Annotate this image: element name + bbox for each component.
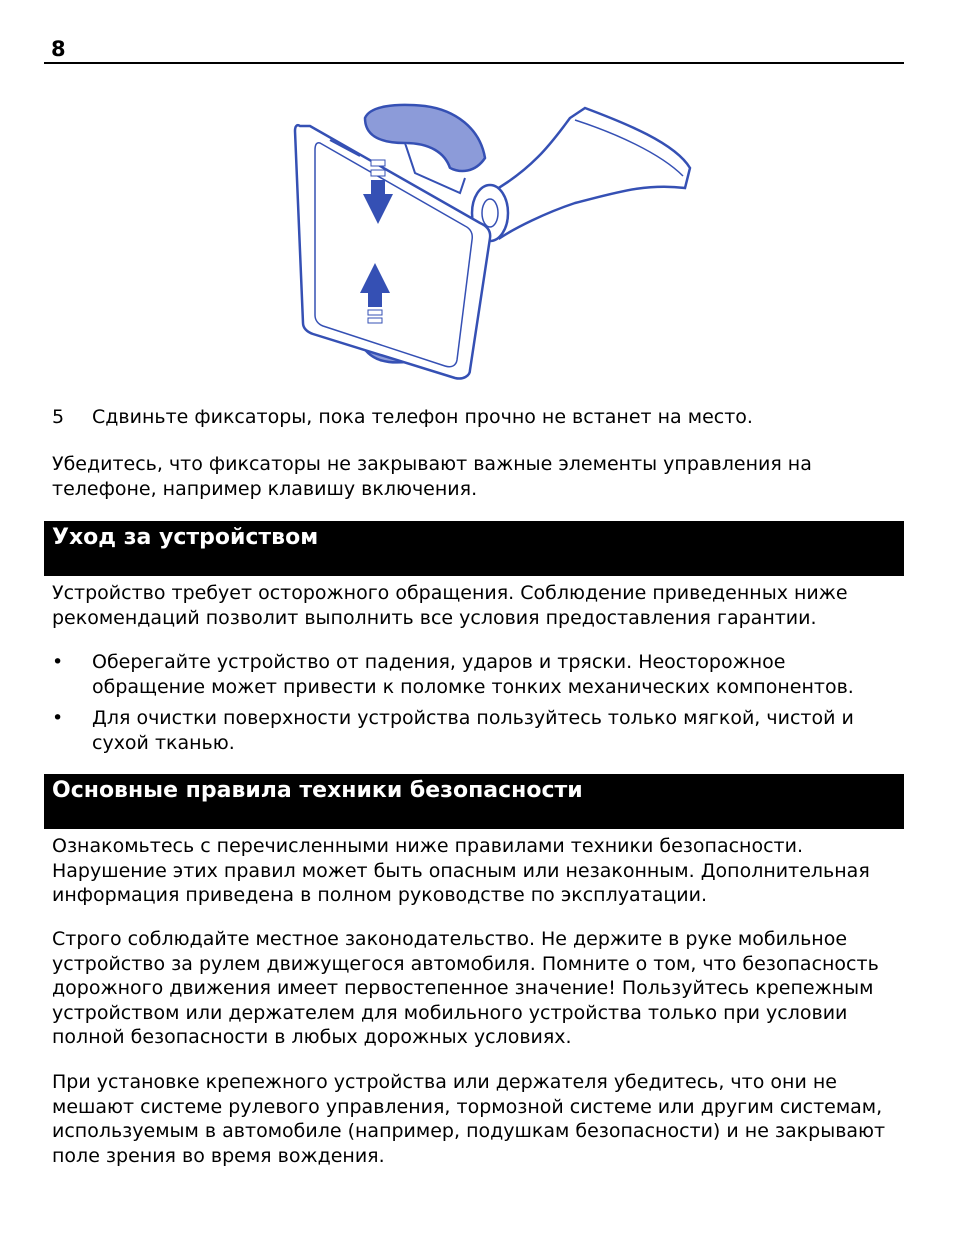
- phone-holder-illustration-icon: [285, 98, 700, 383]
- section-title-safety: Основные правила техники безопасности: [52, 778, 583, 803]
- bullet-icon: •: [52, 651, 64, 673]
- safety-paragraph: Строго соблюдайте местное законодательство. Не держите в руке мобильное устройство за рулем движущегося автомобиля. Помните о том, что безопасность дорожного движения имеет первостепенное значение! Пользуйтесь крепежным устройством или держателем для мобильного устройства только при условии полной безопасности в любых дорожных условиях.: [52, 928, 879, 1048]
- safety-paragraph: Ознакомьтесь с перечисленными ниже правилами техники безопасности. Нарушение этих правил может быть опасным или незаконным. Дополнительная информация приведена в полном руководстве по эксплуатации.: [52, 835, 870, 906]
- holder-arm: [490, 108, 690, 238]
- list-item-text: Для очистки поверхности устройства пользуйтесь только мягкой, чистой и сухой тканью.: [92, 707, 854, 754]
- list-item-text: Оберегайте устройство от падения, ударов и тряски. Неосторожное обращение может привести к поломке тонких механических компонентов.: [92, 651, 854, 698]
- section-header-safety: [44, 774, 904, 829]
- step-text: Сдвиньте фиксаторы, пока телефон прочно не встанет на место.: [92, 406, 753, 428]
- note-paragraph: Убедитесь, что фиксаторы не закрывают важные элементы управления на телефоне, например клавишу включения.: [52, 453, 812, 500]
- header-rule: [44, 62, 904, 64]
- page-number: 8: [51, 37, 66, 61]
- care-intro-paragraph: Устройство требует осторожного обращения. Соблюдение приведенных ниже рекомендаций позволит выполнить все условия предоставления гарантии.: [52, 582, 848, 629]
- bullet-icon: •: [52, 707, 64, 729]
- safety-paragraph: При установке крепежного устройства или держателя убедитесь, что они не мешают системе рулевого управления, тормозной системе или другим системам, используемым в автомобиле (например, подушкам безопасности) и не закрывают поле зрения во время вождения.: [52, 1071, 886, 1167]
- section-header-care: [44, 521, 904, 576]
- step-number: 5: [52, 406, 65, 428]
- section-title-care: Уход за устройством: [52, 525, 319, 550]
